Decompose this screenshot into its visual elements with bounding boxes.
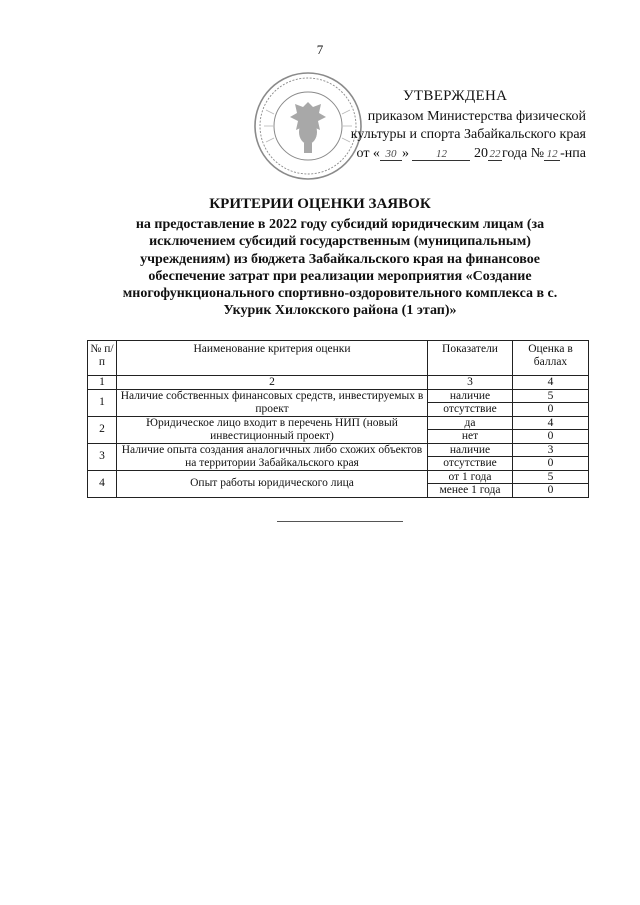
indicator-cell: отсутствие <box>428 457 513 471</box>
column-number-row <box>88 376 589 390</box>
approval-line-1: приказом Министерства физической <box>367 109 586 124</box>
approval-line-2: культуры и спорта Забайкальского края <box>350 127 586 142</box>
criterion-cell: Юридическое лицо входит в перечень НИП (новый инвестиционный проект) <box>117 416 428 443</box>
table-row <box>88 443 589 457</box>
row-number: 3 <box>88 443 117 470</box>
order-number-suffix: -нпа <box>560 146 586 161</box>
score-cell: 5 <box>513 389 589 403</box>
indicator-cell: менее 1 года <box>428 484 513 498</box>
date-year: 22 <box>489 148 501 160</box>
header-number: № п/п <box>88 341 117 376</box>
approval-date-line <box>320 146 586 162</box>
header-criterion: Наименование критерия оценки <box>117 341 428 376</box>
row-number: 1 <box>88 389 117 416</box>
row-number: 4 <box>88 470 117 497</box>
document-title: КРИТЕРИИ ОЦЕНКИ ЗАЯВОК <box>209 196 431 212</box>
score-cell: 0 <box>513 457 589 471</box>
date-mid: » <box>401 146 409 161</box>
year-prefix: 20 <box>473 146 488 161</box>
page-number: 7 <box>316 42 324 57</box>
table-row <box>88 416 589 430</box>
criteria-table <box>87 340 589 498</box>
criterion-cell: Опыт работы юридического лица <box>117 470 428 497</box>
table-row <box>88 389 589 403</box>
score-cell: 0 <box>513 430 589 444</box>
year-word: года № <box>501 146 545 161</box>
indicator-cell: да <box>428 416 513 430</box>
score-cell: 5 <box>513 470 589 484</box>
header-score: Оценка в баллах <box>513 341 589 376</box>
score-cell: 3 <box>513 443 589 457</box>
indicator-cell: наличие <box>428 389 513 403</box>
score-cell: 4 <box>513 416 589 430</box>
date-month: 12 <box>412 148 470 161</box>
order-number: 12 <box>544 148 560 161</box>
col-number: 3 <box>428 376 513 390</box>
table-row <box>88 470 589 484</box>
col-number: 4 <box>513 376 589 390</box>
table-header-row <box>88 341 589 376</box>
header-indicators: Показатели <box>428 341 513 376</box>
criterion-cell: Наличие собственных финансовых средств, инвестируемых в проект <box>117 389 428 416</box>
approval-title: УТВЕРЖДЕНА <box>403 88 508 104</box>
indicator-cell: нет <box>428 430 513 444</box>
indicator-cell: от 1 года <box>428 470 513 484</box>
indicator-cell: отсутствие <box>428 403 513 417</box>
score-cell: 0 <box>513 484 589 498</box>
official-seal-icon <box>252 70 364 182</box>
row-number: 2 <box>88 416 117 443</box>
score-cell: 0 <box>513 403 589 417</box>
indicator-cell: наличие <box>428 443 513 457</box>
closing-divider <box>277 521 403 522</box>
document-subtitle: на предоставление в 2022 году субсидий юридическим лицам (за исключением субсидий государственным (муниципальным) учреждениям) из бюджета Забайкальского края на финансовое обеспечение затрат при реализации мероприятия «Создание многофункционального спортивно-оздоровительного комплекса в с. Укурик Хилокского района (1 этап)» <box>122 217 558 319</box>
col-number: 2 <box>117 376 428 390</box>
date-prefix: от « <box>356 146 380 161</box>
criterion-cell: Наличие опыта создания аналогичных либо схожих объектов на территории Забайкальского края <box>117 443 428 470</box>
col-number: 1 <box>88 376 117 390</box>
date-day: 30 <box>380 148 402 161</box>
